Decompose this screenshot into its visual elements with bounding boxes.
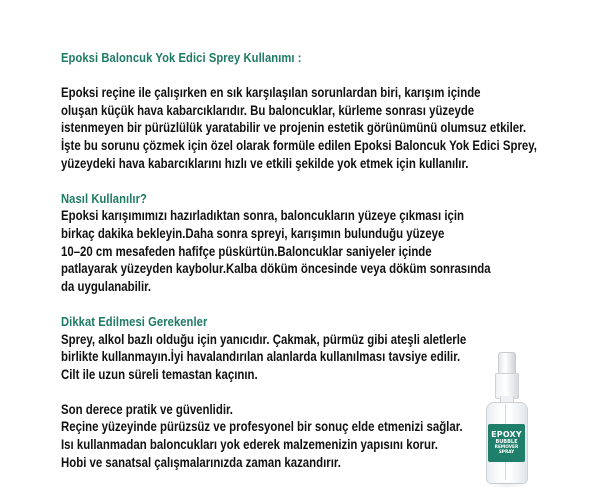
how-to-use-line: birkaç dakika bekleyin.Daha sonra spreyi, karışımın bulunduğu yüzeye: [61, 225, 445, 241]
how-to-use-line: patlayarak yüzeyden kaybolur.Kalba döküm öncesinde veya döküm sonrasında: [61, 261, 491, 277]
warnings-line: birlikte kullanmayın.İyi havalandırılan alanlarda kullanılması tavsiye edilir.: [61, 349, 461, 365]
spacer: [61, 67, 581, 85]
warnings-line: Sprey, alkol bazlı olduğu için yanıcıdır. Çakmak, pürmüz gibi ateşli aletlerle: [61, 331, 467, 347]
benefits-line: Isı kullanmadan baloncukları yok ederek malzemenizin yapısını korur.: [61, 437, 438, 453]
intro-line: Epoksi reçine ile çalışırken en sık karşılaşılan sorunlardan biri, karışım içinde: [61, 85, 481, 101]
label-text: REMOVER: [494, 444, 519, 450]
product-label: [488, 424, 525, 462]
warnings-line: Cilt ile uzun süreli temastan kaçının.: [61, 366, 258, 382]
label-text: BUBBLE: [495, 438, 518, 445]
bottle-shadow: [484, 482, 530, 488]
spacer: [61, 172, 581, 190]
how-to-use-line: da uygulanabilir.: [61, 278, 152, 294]
product-bottle-image: [478, 342, 538, 492]
label-text: EPOXY: [491, 429, 522, 439]
intro-line: yüzeydeki hava kabarcıklarını hızlı ve etkili şekilde yok etmek için kullanılır.: [61, 155, 469, 171]
label-text: SPRAY: [498, 450, 515, 455]
spacer: [61, 295, 581, 313]
how-to-use-heading: Nasıl Kullanılır?: [61, 190, 147, 206]
benefits-line: Reçine yüzeyinde pürüzsüz ve profesyonel bir sonuç elde etmenizi sağlar.: [61, 419, 463, 435]
intro-paragraph: [61, 84, 581, 172]
how-to-use-line: 10–20 cm mesafeden hafifçe püskürtün.Baloncuklar saniyeler içinde: [61, 243, 432, 259]
intro-line: istenmeyen bir pürüzlülük yaratabilir ve projenin estetik görünümünü olumsuz etkiler.: [61, 120, 527, 136]
how-to-use-line: Epoksi karışımımızı hazırladıktan sonra, baloncukların yüzeye çıkması için: [61, 208, 464, 224]
intro-line: İşte bu sorunu çözmek için özel olarak formüle edilen Epoksi Baloncuk Yok Edici Sprey,: [61, 137, 537, 153]
benefits-line: Son derece pratik ve güvenlidir.: [61, 401, 233, 417]
page-title: Epoksi Baloncuk Yok Edici Sprey Kullanımı :: [61, 50, 302, 65]
intro-line: oluşan küçük hava kabarcıklarıdır. Bu baloncuklar, kürleme sonrası yüzeyde: [61, 102, 475, 118]
benefits-line: Hobi ve sanatsal çalışmalarınızda zaman kazandırır.: [61, 454, 341, 470]
warnings-heading: Dikkat Edilmesi Gerekenler: [61, 313, 208, 329]
how-to-use-section: [61, 190, 581, 296]
